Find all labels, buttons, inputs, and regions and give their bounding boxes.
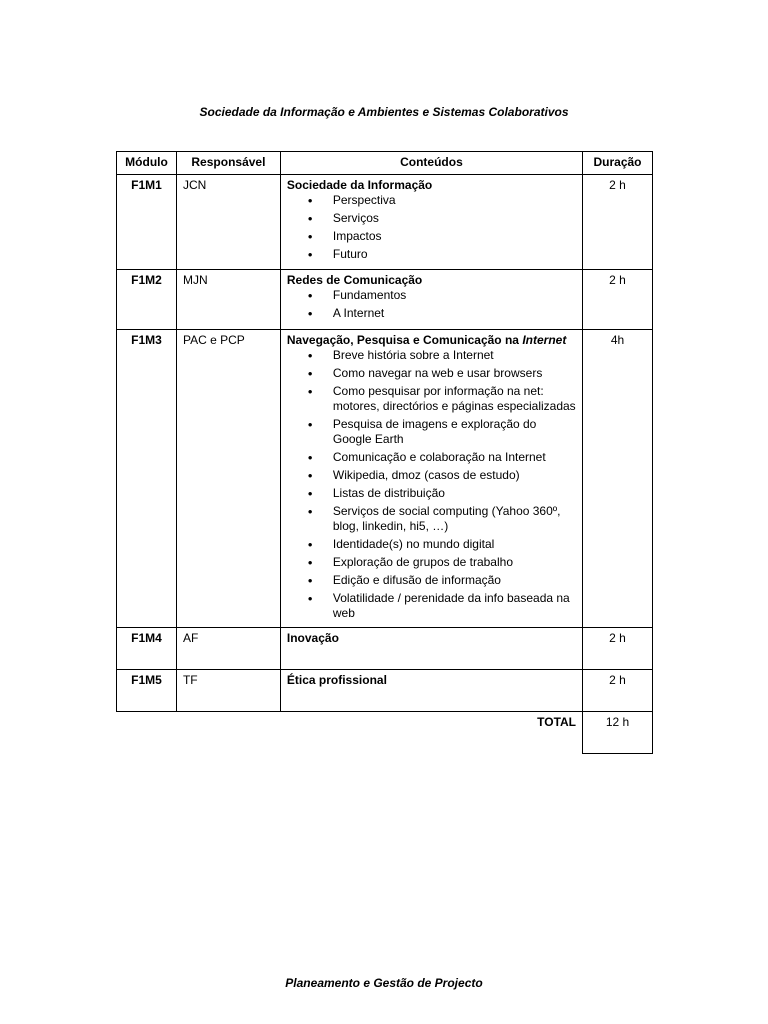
total-value: 12 h bbox=[583, 712, 653, 754]
document-footer: Planeamento e Gestão de Projecto bbox=[285, 976, 483, 990]
content-list bbox=[287, 348, 576, 621]
document-title: Sociedade da Informação e Ambientes e Sistemas Colaborativos bbox=[199, 105, 569, 119]
responsible: TF bbox=[176, 670, 280, 712]
list-item: • Edição e difusão de informação bbox=[333, 573, 576, 588]
contents-cell bbox=[280, 628, 582, 670]
content-title bbox=[287, 333, 576, 347]
list-item: • Serviços bbox=[333, 211, 576, 226]
list-item: • Listas de distribuição bbox=[333, 486, 576, 501]
table-row bbox=[117, 175, 653, 270]
duration: 2 h bbox=[583, 628, 653, 670]
table-row bbox=[117, 270, 653, 330]
content-title: Redes de Comunicação bbox=[286, 273, 423, 287]
list-item: • Impactos bbox=[333, 229, 576, 244]
responsible: AF bbox=[176, 628, 280, 670]
module-code: F1M3 bbox=[117, 330, 177, 628]
list-item: • Identidade(s) no mundo digital bbox=[333, 537, 576, 552]
module-code: F1M5 bbox=[117, 670, 177, 712]
list-item: • Como pesquisar por informação na net: motores, directórios e páginas especializadas bbox=[333, 384, 576, 414]
list-item: • Breve história sobre a Internet bbox=[333, 348, 576, 363]
header-duration: Duração bbox=[583, 152, 653, 175]
responsible: PAC e PCP bbox=[176, 330, 280, 628]
list-item: • Fundamentos bbox=[333, 288, 576, 303]
header-module: Módulo bbox=[117, 152, 177, 175]
list-item: • Futuro bbox=[333, 247, 576, 262]
list-item: • Serviços de social computing (Yahoo 360º, blog, linkedin, hi5, …) bbox=[333, 504, 576, 534]
duration: 2 h bbox=[583, 175, 653, 270]
contents-cell bbox=[280, 330, 582, 628]
responsible: MJN bbox=[176, 270, 280, 330]
content-title: Sociedade da Informação bbox=[286, 178, 433, 192]
table-row bbox=[117, 628, 653, 670]
contents-cell bbox=[280, 670, 582, 712]
duration: 2 h bbox=[583, 670, 653, 712]
list-item: • Como navegar na web e usar browsers bbox=[333, 366, 576, 381]
module-code: F1M1 bbox=[117, 175, 177, 270]
modules-table bbox=[116, 151, 653, 754]
list-item: • Comunicação e colaboração na Internet bbox=[333, 450, 576, 465]
contents-cell bbox=[280, 270, 582, 330]
table-row bbox=[117, 330, 653, 628]
module-code: F1M2 bbox=[117, 270, 177, 330]
total-spacer bbox=[176, 712, 280, 754]
content-title: Inovação bbox=[286, 631, 339, 645]
header-responsible: Responsável bbox=[176, 152, 280, 175]
total-row bbox=[117, 712, 653, 754]
module-code: F1M4 bbox=[117, 628, 177, 670]
list-item: • Perspectiva bbox=[333, 193, 576, 208]
list-item: • Exploração de grupos de trabalho bbox=[333, 555, 576, 570]
content-title: Ética profissional bbox=[286, 673, 387, 687]
content-title-text: Navegação, Pesquisa e Comunicação na bbox=[286, 333, 519, 347]
list-item: • Wikipedia, dmoz (casos de estudo) bbox=[333, 468, 576, 483]
total-spacer bbox=[117, 712, 177, 754]
content-list bbox=[287, 193, 576, 262]
total-label: TOTAL bbox=[280, 712, 582, 754]
header-contents: Conteúdos bbox=[280, 152, 582, 175]
list-item: • Volatilidade / perenidade da info baseada na web bbox=[333, 591, 576, 621]
duration: 4h bbox=[583, 330, 653, 628]
list-item: • A Internet bbox=[333, 306, 576, 321]
content-list bbox=[287, 288, 576, 321]
table-header-row bbox=[117, 152, 653, 175]
table-row bbox=[117, 670, 653, 712]
duration: 2 h bbox=[583, 270, 653, 330]
list-item: • Pesquisa de imagens e exploração do Google Earth bbox=[333, 417, 576, 447]
content-title-italic: Internet bbox=[522, 333, 567, 347]
responsible: JCN bbox=[176, 175, 280, 270]
contents-cell bbox=[280, 175, 582, 270]
